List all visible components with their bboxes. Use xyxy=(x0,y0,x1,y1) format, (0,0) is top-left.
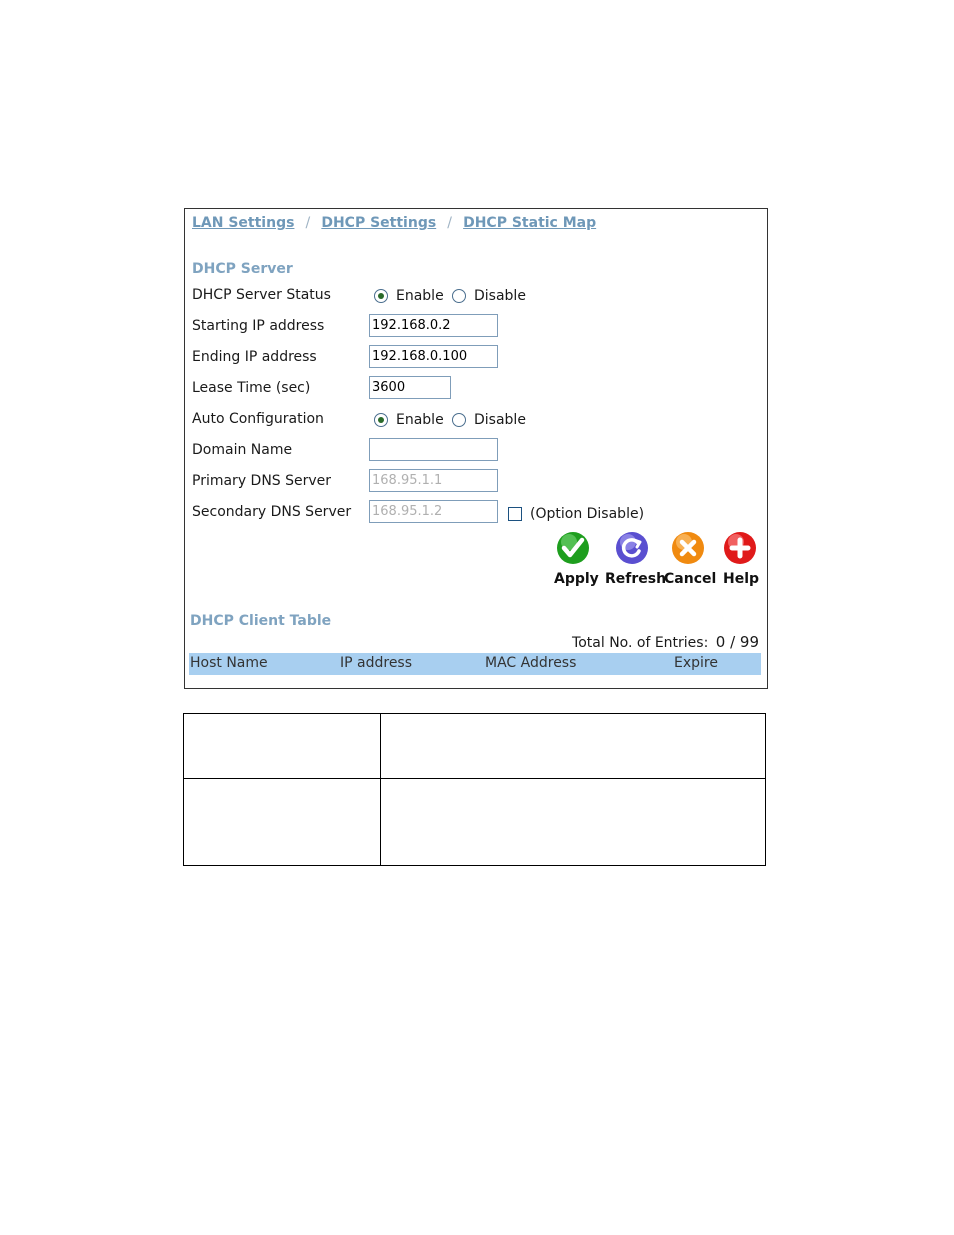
description-table xyxy=(183,713,766,866)
auto-config-disable-label: Disable xyxy=(474,412,526,428)
column-ip-address: IP address xyxy=(340,655,413,671)
apply-button[interactable] xyxy=(556,531,590,565)
breadcrumb-dhcp-static-map[interactable]: DHCP Static Map xyxy=(463,215,597,231)
lease-time-input[interactable] xyxy=(369,376,451,399)
column-mac-address: MAC Address xyxy=(485,655,577,671)
breadcrumb-separator: / xyxy=(447,215,452,231)
help-button[interactable] xyxy=(723,531,757,565)
column-expire: Expire xyxy=(674,655,718,671)
lease-time-label: Lease Time (sec) xyxy=(192,380,311,396)
starting-ip-label: Starting IP address xyxy=(192,318,325,334)
dhcp-server-title: DHCP Server xyxy=(192,261,293,277)
total-entries-value: 0 / 99 xyxy=(715,633,759,651)
auto-config-enable-radio[interactable] xyxy=(374,413,388,427)
option-disable-checkbox[interactable] xyxy=(508,507,522,521)
total-entries-label: Total No. of Entries: xyxy=(572,635,709,651)
breadcrumb-dhcp-settings[interactable]: DHCP Settings xyxy=(321,215,437,231)
secondary-dns-input[interactable] xyxy=(369,500,498,523)
cancel-button[interactable] xyxy=(671,531,705,565)
breadcrumb-lan-settings[interactable]: LAN Settings xyxy=(192,215,295,231)
column-host-name: Host Name xyxy=(190,655,268,671)
domain-name-input[interactable] xyxy=(369,438,498,461)
auto-configuration-label: Auto Configuration xyxy=(192,411,324,427)
table-divider xyxy=(184,778,765,779)
refresh-button-label[interactable]: Refresh xyxy=(605,571,667,587)
dhcp-server-status-label: DHCP Server Status xyxy=(192,287,331,303)
option-disable-label: (Option Disable) xyxy=(530,506,645,522)
auto-config-disable-radio[interactable] xyxy=(452,413,466,427)
domain-name-label: Domain Name xyxy=(192,442,293,458)
primary-dns-input[interactable] xyxy=(369,469,498,492)
dhcp-status-enable-radio[interactable] xyxy=(374,289,388,303)
plus-icon xyxy=(723,531,757,565)
breadcrumb xyxy=(192,212,596,231)
total-entries xyxy=(572,633,759,651)
secondary-dns-label: Secondary DNS Server xyxy=(192,504,352,520)
ending-ip-input[interactable] xyxy=(369,345,498,368)
refresh-button[interactable] xyxy=(615,531,649,565)
cancel-button-label[interactable]: Cancel xyxy=(664,571,717,587)
dhcp-settings-panel xyxy=(184,208,768,689)
breadcrumb-separator: / xyxy=(305,215,311,231)
client-table-header xyxy=(189,653,761,675)
check-icon xyxy=(556,531,590,565)
help-button-label[interactable]: Help xyxy=(723,571,760,587)
dhcp-status-enable-label: Enable xyxy=(396,288,444,304)
refresh-icon xyxy=(615,531,649,565)
dhcp-status-disable-radio[interactable] xyxy=(452,289,466,303)
ending-ip-label: Ending IP address xyxy=(192,349,317,365)
dhcp-status-disable-label: Disable xyxy=(474,288,526,304)
primary-dns-label: Primary DNS Server xyxy=(192,473,332,489)
starting-ip-input[interactable] xyxy=(369,314,498,337)
table-divider xyxy=(380,714,381,865)
auto-config-enable-label: Enable xyxy=(396,412,444,428)
apply-button-label[interactable]: Apply xyxy=(554,571,599,587)
cancel-x-icon xyxy=(671,531,705,565)
dhcp-client-table-title: DHCP Client Table xyxy=(190,613,332,629)
